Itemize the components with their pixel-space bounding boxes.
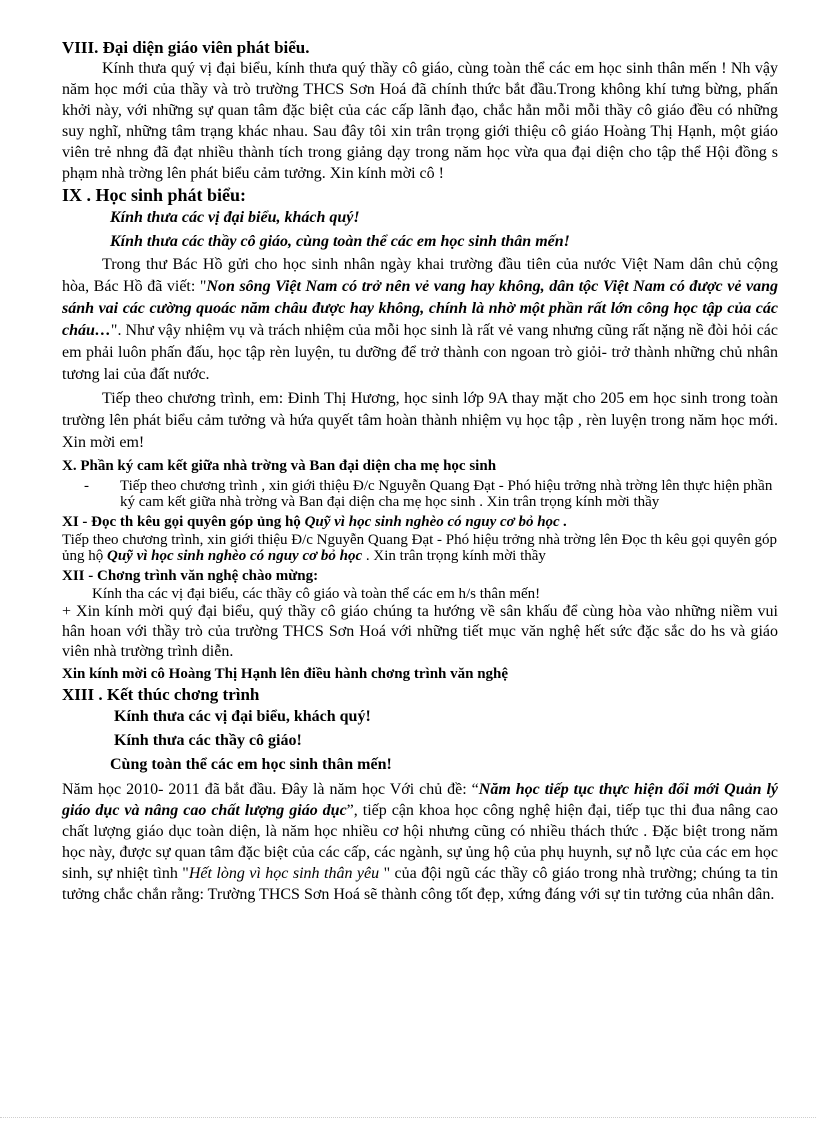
greeting-guests: Kính thưa các vị đại biểu, khách quý! <box>110 209 360 226</box>
section-9-paragraph-2: Tiếp theo chương trình, em: Đinh Thị Hương, học sinh lớp 9A thay mặt cho 205 em học sinh trong toàn trường lên phát biểu cảm tưởng và hứa quyết tâm hoàn thành nhiệm vụ học tập , rèn luyện trong năm học mới. Xin mời em! <box>62 390 778 451</box>
para-text: ". Như vậy nhiệm vụ và trách nhiệm của mỗi học sinh là rất vẻ vang nhưng cũng rất nặng nề đòi hỏi các em phải luôn phấn đấu, học tập rèn luyện, tu dưỡng để trở thành con ngoan trò giỏi- trở thành những chủ nhân tương lai của đất nước. <box>62 322 778 383</box>
section-13-paragraph <box>62 779 778 905</box>
section-heading-10: X. Phần ký cam kết giữa nhà trờng và Ban đại diện cha mẹ học sinh <box>62 458 497 474</box>
para-text: Năm học 2010- 2011 đã bắt đầu. Đây là năm học Với chủ đề: “ <box>62 781 479 798</box>
para-text: Trong thư Bác Hồ gửi cho học sinh nhân ngày khai trường đầu tiên của nước Việt Nam dân chủ cộng hòa, Bác Hồ đã viết: " <box>62 256 778 295</box>
para-text: . Xin trân trọng kính mời thầy <box>362 548 546 564</box>
closing-greeting-guests: Kính thưa các vị đại biểu, khách quý! <box>114 708 371 725</box>
list-item <box>62 478 778 510</box>
page-bottom-rule <box>0 1117 816 1118</box>
para-text: " của đội ngũ các thầy cô giáo trong nhà trường; chúng ta tin tưởng chắc chắn rằng: Trường THCS Sơn Hoá sẽ thành công tốt đẹp, xứng đáng với sự tin tưởng của nhân dân. <box>62 865 778 903</box>
fund-name: Quỹ vì học sinh nghèo có nguy cơ bỏ học . <box>304 514 568 530</box>
para-text: ”, tiếp cận khoa học công nghệ hiện đại, tiếp tục thi đua nâng cao chất lượng giáo dục toàn diện, là năm học nhiều cơ hội nhưng cũng có nhiều thách thức . Đặc biệt trong năm học này, được sự quan tâm đặc biệt của các cấp, các ngành, sự ủng hộ của phụ huynh, sự nỗ lực của các em học sinh, sự nhiệt tình " <box>62 802 778 882</box>
para-text: Tiếp theo chương trình, xin giới thiệu Đ/c Nguyễn Quang Đạt - Phó hiệu trởng nhà trờng lên Đọc th kêu gọi quyên góp ủng hộ <box>62 532 778 564</box>
ho-chi-minh-quote: Non sông Việt Nam có trở nên vẻ vang hay không, dân tộc Việt Nam có được vẻ vang sánh vai các cường quoác năm châu được hay không, chính là nhờ một phần rất lớn công học tập của các cháu… <box>62 278 778 339</box>
list-item-text: Tiếp theo chương trình , xin giới thiệu Đ/c Nguyễn Quang Đạt - Phó hiệu trởng nhà trờng lên thực hiện phần ký cam kết giữa nhà trờng và Ban đại diện cha mẹ học sinh . Xin trân trọng kính mời thầy <box>120 478 773 510</box>
heading-text: XI - Đọc th kêu gọi quyên góp ủng hộ <box>62 514 305 530</box>
closing-greeting-students: Cùng toàn thể các em học sinh thân mến! <box>110 756 392 773</box>
section-heading-12: XII - Chơng trình văn nghệ chào mừng: <box>62 568 319 584</box>
section-heading-9: IX . Học sinh phát biểu: <box>62 185 247 205</box>
invite-line: Xin kính mời cô Hoàng Thị Hạnh lên điều hành chơng trình văn nghệ <box>62 666 509 682</box>
section-12-line-2: + Xin kính mời quý đại biểu, quý thầy cô giáo chúng ta hướng về sân khấu để cùng hòa vào những niềm vui hân hoan với thầy trò của trường THCS Sơn Hoá với những tiết mục văn nghệ hết sức đặc sắc do hs và giáo viên nhà trường trình diễn. <box>62 603 778 660</box>
closing-greeting-teachers: Kính thưa các thầy cô giáo! <box>114 732 302 749</box>
section-heading-8: VIII. Đại diện giáo viên phát biểu. <box>62 38 310 57</box>
year-theme: Năm học tiếp tục thực hiện đổi mới Quản lý giáo dục và nâng cao chất lượng giáo dục <box>62 781 778 819</box>
section-heading-13: XIII . Kết thúc chơng trình <box>62 685 260 704</box>
section-heading-11 <box>62 512 778 532</box>
dash-bullet: - <box>84 478 89 494</box>
section-12-line-1: Kính tha các vị đại biểu, các thầy cô giáo và toàn thể các em h/s thân mến! <box>92 586 541 602</box>
fund-name: Quỹ vì học sinh nghèo có nguy cơ bỏ học <box>107 548 363 564</box>
section-11-paragraph <box>62 532 778 564</box>
document-page <box>62 38 778 905</box>
greeting-teachers-students: Kính thưa các thầy cô giáo, cùng toàn thể các em học sinh thân mến! <box>110 233 570 250</box>
section-9-paragraph-1 <box>62 254 778 386</box>
section-8-paragraph: Kính thưa quý vị đại biểu, kính thưa quý thầy cô giáo, cùng toàn thể các em học sinh thân mến ! Nh vậy năm học mới của thầy và trò trường THCS Sơn Hoá đã chính thức bắt đầu.Trong không khí tưng bừng, phấn khởi này, với những sự quan tâm đặc biệt của các cấp lãnh đạo, chắc hẳn mỗi mỗi thầy cô giáo đều có những suy nghĩ, những tâm trạng khác nhau. Sau đây tôi xin trân trọng giới thiệu cô giáo Hoàng Thị Hạnh, một giáo viên trẻ nhng đã đạt nhiều thành tích trong giảng dạy trong năm học vừa qua đại diện cho tập thể Hội đồng s phạm nhà trờng lên phát biểu cảm tưởng. Xin kính mời cô ! <box>62 60 778 182</box>
slogan: Hết lòng vì học sinh thân yêu <box>188 865 380 882</box>
